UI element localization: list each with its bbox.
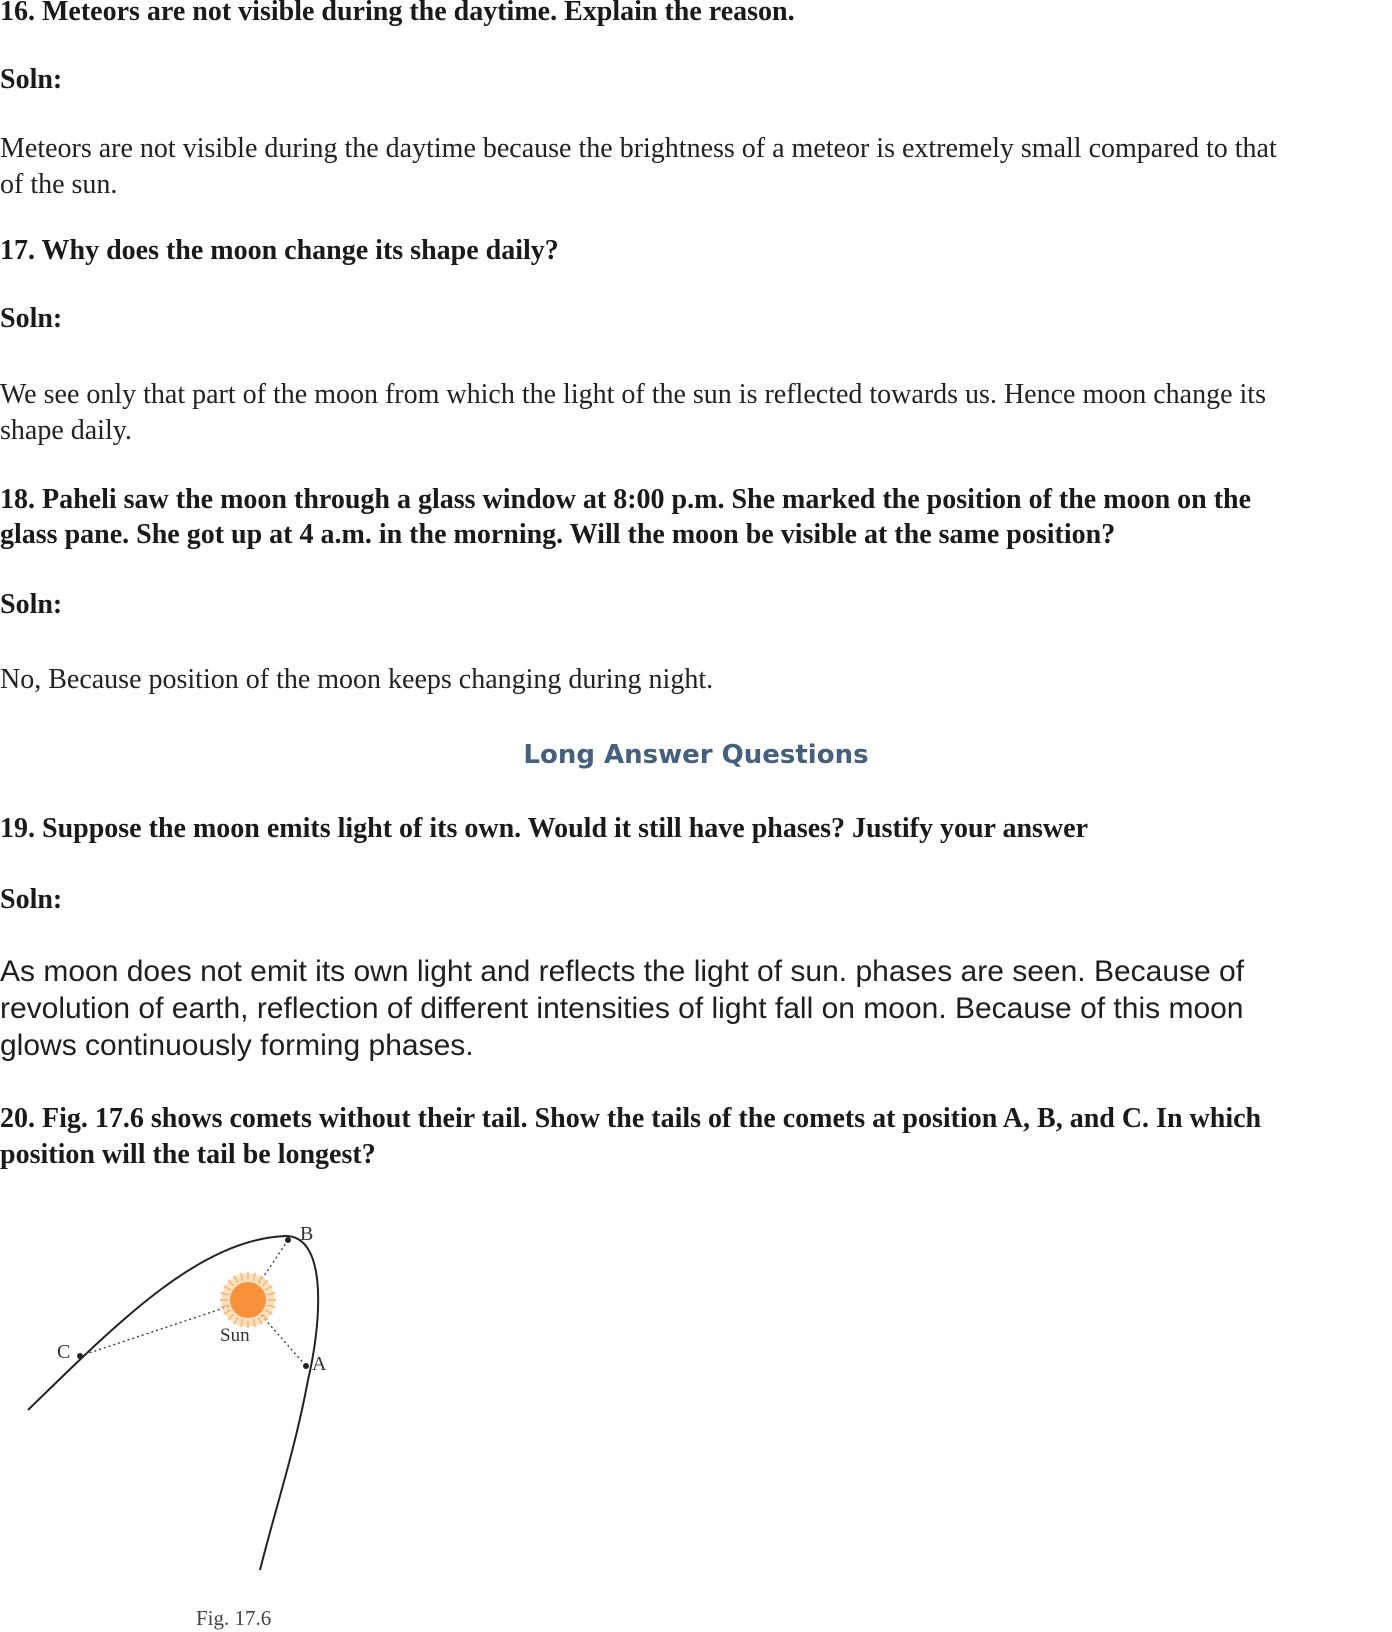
question-20-line2: position will the tail be longest?	[0, 1139, 376, 1170]
question-16: 16. Meteors are not visible during the daytime. Explain the reason.	[0, 0, 795, 27]
section-heading: Long Answer Questions	[523, 740, 869, 770]
comet-orbit-figure	[0, 1205, 420, 1605]
comet-position-b	[285, 1237, 291, 1243]
soln-label-17: Soln:	[0, 303, 63, 334]
answer-16-line2: of the sun.	[0, 169, 118, 200]
comet-orbit-path	[28, 1236, 318, 1570]
label-sun: Sun	[220, 1325, 250, 1346]
soln-label-18: Soln:	[0, 589, 63, 620]
label-a: A	[312, 1353, 327, 1375]
sun-icon	[220, 1272, 276, 1328]
answer-19-line1: As moon does not emit its own light and reflects the light of sun. phases are seen. Because of	[0, 955, 1245, 988]
comet-position-c	[77, 1353, 83, 1359]
answer-19-line2: revolution of earth, reflection of different intensities of light fall on moon. Because of this moon	[0, 992, 1244, 1025]
figure-caption: Fig. 17.6	[196, 1606, 272, 1630]
answer-19-line3: glows continuously forming phases.	[0, 1029, 474, 1062]
question-20-line1: 20. Fig. 17.6 shows comets without their tail. Show the tails of the comets at position A, B, and C. In which	[0, 1103, 1262, 1134]
question-17: 17. Why does the moon change its shape daily?	[0, 235, 559, 266]
answer-18: No, Because position of the moon keeps changing during night.	[0, 664, 714, 695]
soln-label-16: Soln:	[0, 64, 63, 95]
answer-17-line1: We see only that part of the moon from which the light of the sun is reflected towards us. Hence moon change its	[0, 379, 1266, 410]
question-18-line2: glass pane. She got up at 4 a.m. in the morning. Will the moon be visible at the same position?	[0, 519, 1116, 550]
label-b: B	[300, 1223, 314, 1245]
question-19: 19. Suppose the moon emits light of its own. Would it still have phases? Justify your answer	[0, 813, 1088, 844]
label-c: C	[57, 1341, 71, 1363]
comet-position-a	[303, 1363, 309, 1369]
soln-label-19: Soln:	[0, 884, 63, 915]
question-18-line1: 18. Paheli saw the moon through a glass window at 8:00 p.m. She marked the position of the moon on the	[0, 484, 1252, 515]
answer-16-line1: Meteors are not visible during the daytime because the brightness of a meteor is extremely small compared to that	[0, 133, 1277, 164]
answer-17-line2: shape daily.	[0, 415, 132, 446]
